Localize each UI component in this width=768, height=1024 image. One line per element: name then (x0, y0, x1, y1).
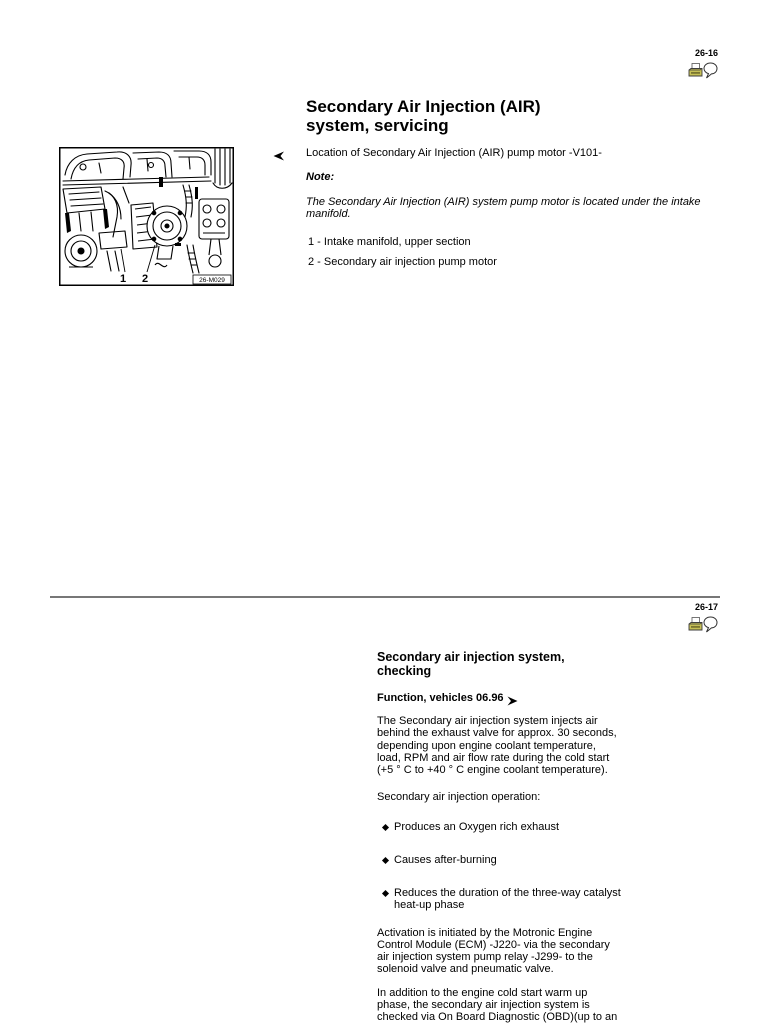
activation-paragraph: Activation is initiated by the Motronic Engine Control Module (ECM) -J220- via the secondary air injection system pump relay -J299- to the solenoid valve and pneumatic valve. (377, 927, 610, 975)
section-title: Secondary Air Injection (AIR) system, servicing (306, 97, 541, 135)
bullet-item (381, 854, 497, 866)
figure-caption: Location of Secondary Air Injection (AIR) pump motor -V101- (306, 147, 602, 159)
speech-bubble-icon (703, 61, 718, 79)
intro-paragraph: The Secondary air injection system injects air behind the exhaust valve for approx. 30 seconds, depending upon engine coolant temperature, load, RPM and air flow rate during the cold start (+5 ° C to +40 ° C engine coolant temperature). (377, 715, 617, 777)
note-label: Note: (306, 171, 335, 183)
bullet-text: Causes after-burning (394, 854, 497, 866)
diamond-bullet-icon (381, 854, 394, 866)
pulley-drawing (65, 235, 97, 267)
right-arrowhead-icon (507, 693, 518, 703)
page-separator (50, 596, 720, 598)
printer-icon (688, 615, 703, 633)
callout-label-2: 2 (142, 273, 149, 285)
page-number: 26-17 (694, 602, 718, 612)
printer-icon (688, 61, 703, 79)
figure-id-label: 26-M029 (199, 277, 225, 284)
speech-bubble-icon (703, 615, 718, 633)
page-number: 26-16 (694, 48, 718, 58)
page-tool-icons (688, 61, 718, 79)
section-title: Secondary air injection system, checking (377, 650, 565, 678)
obd-paragraph: In addition to the engine cold start warm up phase, the secondary air injection system is checked via On Board Diagnostic (OBD)(up to an (377, 987, 618, 1024)
operation-label: Secondary air injection operation: (377, 791, 541, 803)
figure-container (59, 147, 234, 286)
diamond-bullet-icon (381, 887, 394, 899)
page-tool-icons (688, 615, 718, 633)
bullet-item (381, 821, 559, 833)
engine-illustration (59, 147, 234, 286)
note-text: The Secondary Air Injection (AIR) system pump motor is located under the intake manifold. (306, 196, 701, 220)
diamond-bullet-icon (381, 821, 394, 833)
subheading: Function, vehicles 06.96 (377, 692, 504, 704)
bullet-text: Produces an Oxygen rich exhaust (394, 821, 560, 833)
bullet-text: Reduces the duration of the three-way catalyst heat-up phase (394, 887, 621, 911)
legend-item: 2 - Secondary air injection pump motor (308, 256, 497, 268)
left-arrowhead-icon (273, 148, 285, 158)
callout-label-1: 1 (120, 273, 127, 285)
bullet-item (381, 887, 621, 911)
legend-item: 1 - Intake manifold, upper section (308, 236, 471, 248)
